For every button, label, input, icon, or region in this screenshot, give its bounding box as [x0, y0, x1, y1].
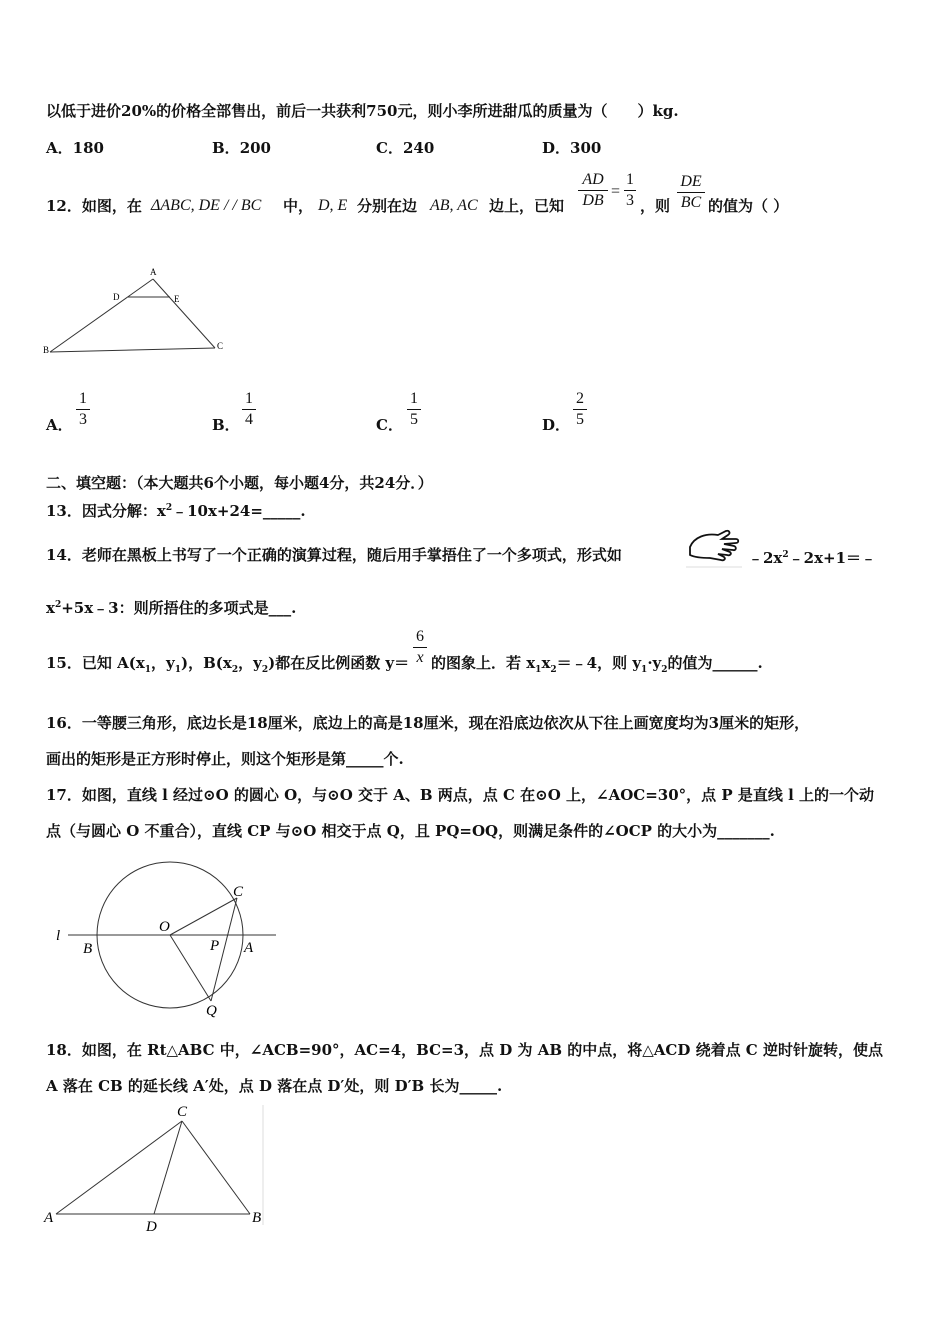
q14-line2: $x^2+5x﹣3$：则所捂住的多项式是___.: [46, 599, 297, 617]
q18-label-a: A: [44, 1210, 54, 1226]
q12-label-b: B: [43, 345, 50, 355]
q14-text-b: $﹣2x^2﹣2x+1=﹣$: [748, 549, 877, 567]
q12-option-b-fraction: 1 4: [242, 390, 256, 429]
q18-triangle-figure: [40, 1100, 270, 1240]
q18-label-d: D: [146, 1219, 157, 1235]
q18-label-b: B: [252, 1210, 262, 1226]
q17-label-q: Q: [206, 1003, 217, 1018]
q17-circle-figure: [50, 858, 290, 1018]
q17-line1: 17．如图，直线 l 经过⊙O 的圆心 O，与⊙O 交于 A、B 两点，点 C 在⊙O 上，∠AOC=30°，点 P 是直线 l 上的一个动: [46, 786, 875, 804]
q12-label-d: D: [113, 292, 120, 302]
q12-label-e: E: [174, 294, 180, 304]
q17-label-b: B: [83, 941, 93, 957]
q13-text: 13．因式分解：$x^2﹣10x+24=\_\_\_\_\_$.: [46, 502, 306, 520]
q12-option-a-fraction: 1 3: [76, 390, 90, 429]
q12-option-c-fraction: 1 5: [407, 390, 421, 429]
q12-option-d-letter: D．: [542, 416, 571, 434]
q12-mid2: 分别在边: [357, 197, 418, 215]
q12-mid3: 边上，已知: [489, 197, 565, 215]
q17-label-l: l: [56, 928, 61, 944]
q12-option-b-letter: B．: [212, 416, 240, 434]
q11-option-c: C．240: [376, 139, 435, 157]
section-2-heading: 二、填空题：（本大题共6个小题，每小题4分，共24分．）: [46, 474, 433, 492]
q12-prefix: 12．如图，在: [46, 197, 142, 215]
q11-option-d: D．300: [542, 139, 602, 157]
q17-label-c: C: [233, 884, 244, 900]
hand-icon: [684, 527, 744, 573]
q12-points-de: D, E: [318, 197, 348, 214]
q12-triangle: ΔABC, DE / / BC: [151, 197, 262, 214]
q12-suffix: 的值为（ ）: [708, 197, 789, 215]
q12-fraction-one-third: 1 3: [626, 171, 634, 209]
q16-line1: 16．一等腰三角形，底边长是18厘米，底边上的高是18厘米，现在沿底边依次从下往上画宽度均为3厘米的矩形，: [46, 714, 810, 732]
q15-text-a: 15．已知 $A(x_1$，$y_1$)，$B(x_2$，$y_2$)都在反比例函数 y＝: [46, 654, 410, 675]
q12-option-a-letter: A．: [46, 416, 73, 434]
q12-mid1: 中，: [283, 197, 314, 215]
q18-line2: A 落在 CB 的延长线 A′处，点 D 落在点 D′处，则 D′B 长为_____.: [46, 1077, 503, 1095]
q17-label-o: O: [159, 919, 170, 935]
q12-fraction-de-bc: DE BC: [677, 173, 705, 212]
q12-triangle-figure: [40, 262, 240, 362]
q17-line2: 点（与圆心 O 不重合），直线 CP 与⊙O 相交于点 Q，且 PQ=OQ，则满足条件的∠OCP 的大小为_______.: [46, 822, 775, 840]
q12-label-c: C: [217, 341, 224, 351]
q11-option-b: B．200: [212, 139, 271, 157]
q12-mid4: ，则: [640, 197, 671, 215]
q12-label-a: A: [150, 267, 157, 277]
q16-line2: 画出的矩形是正方形时停止，则这个矩形是第_____个.: [46, 750, 404, 768]
q17-label-p: P: [210, 938, 220, 954]
q12-option-d-fraction: 2 5: [573, 390, 587, 429]
q15-text-b: 的图象上．若 $x_1x_2=﹣4$，则 $y_1\cdot y_2$的值为______.: [431, 654, 763, 675]
q18-line1: 18．如图，在 Rt△ABC 中，∠ACB=90°，AC=4，BC=3，点 D 为 AB 的中点，将△ACD 绕着点 C 逆时针旋转，使点: [46, 1041, 883, 1059]
q11-line: 以低于进价20%的价格全部售出，前后一共获利750元，则小李所进甜瓜的质量为（ ）kg.: [46, 102, 679, 120]
q14-text-a: 14．老师在黑板上书写了一个正确的演算过程，随后用手掌捂住了一个多项式，形式如: [46, 546, 622, 564]
q11-option-a: A．180: [46, 139, 104, 157]
q15-fraction: 6 x: [413, 628, 427, 667]
q18-label-c: C: [177, 1104, 188, 1120]
q12-option-c-letter: C．: [376, 416, 403, 434]
q17-label-a: A: [244, 940, 254, 956]
q12-fraction-ad-db: AD DB: [578, 171, 608, 210]
q12-equals: =: [611, 183, 621, 200]
q12-sides: AB, AC: [430, 197, 478, 214]
